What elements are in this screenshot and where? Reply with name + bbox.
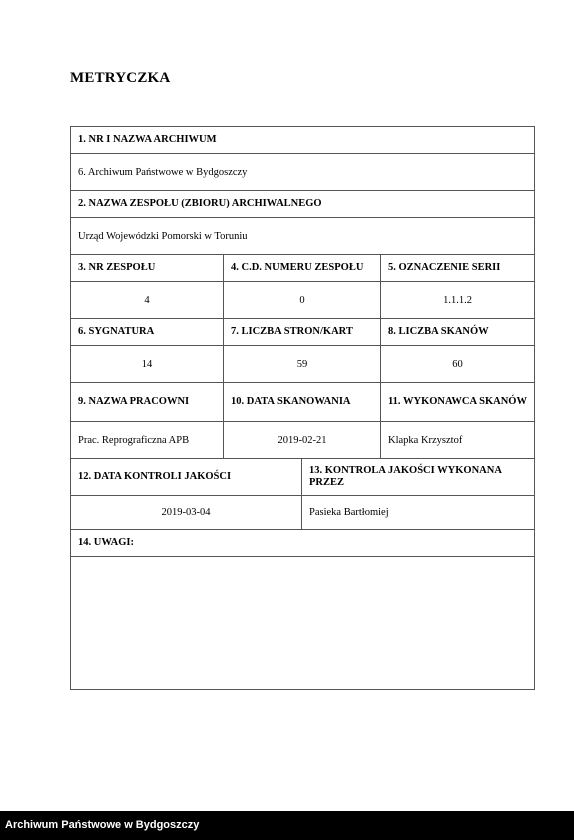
- workshop-header: 9. NAZWA PRACOWNI: [71, 383, 224, 422]
- fonds-name-header: 2. NAZWA ZESPOŁU (ZBIORU) ARCHIWALNEGO: [71, 191, 535, 218]
- fonds-number-cd-value: 0: [224, 282, 381, 319]
- scan-count-header: 8. LICZBA SKANÓW: [381, 319, 535, 346]
- footer-archive-name: Archiwum Państwowe w Bydgoszczy: [0, 811, 574, 840]
- signature-value: 14: [71, 346, 224, 383]
- metadata-table: [70, 126, 535, 690]
- scan-date-value: 2019-02-21: [224, 422, 381, 459]
- qc-date-header: 12. DATA KONTROLI JAKOŚCI: [71, 459, 302, 496]
- page-count-value: 59: [224, 346, 381, 383]
- workshop-value: Prac. Reprograficzna APB: [71, 422, 224, 459]
- scan-operator-value: Klapka Krzysztof: [381, 422, 535, 459]
- scan-operator-header: 11. WYKONAWCA SKANÓW: [381, 383, 535, 422]
- page-title: METRYCZKA: [70, 70, 171, 86]
- series-header: 5. OZNACZENIE SERII: [381, 255, 535, 282]
- fonds-name-value: Urząd Wojewódzki Pomorski w Toruniu: [71, 218, 535, 255]
- scan-date-header: 10. DATA SKANOWANIA: [224, 383, 381, 422]
- archive-value: 6. Archiwum Państwowe w Bydgoszczy: [71, 154, 535, 191]
- notes-value: [71, 557, 535, 690]
- series-value: 1.1.1.2: [381, 282, 535, 319]
- qc-by-header: 13. KONTROLA JAKOŚCI WYKONANA PRZEZ: [302, 459, 535, 496]
- notes-header: 14. UWAGI:: [71, 530, 535, 557]
- qc-by-value: Pasieka Bartłomiej: [302, 496, 535, 530]
- scan-count-value: 60: [381, 346, 535, 383]
- signature-header: 6. SYGNATURA: [71, 319, 224, 346]
- fonds-number-value: 4: [71, 282, 224, 319]
- fonds-number-header: 3. NR ZESPOŁU: [71, 255, 224, 282]
- qc-date-value: 2019-03-04: [71, 496, 302, 530]
- fonds-number-cd-header: 4. C.D. NUMERU ZESPOŁU: [224, 255, 381, 282]
- archive-header: 1. NR I NAZWA ARCHIWUM: [71, 127, 535, 154]
- page-count-header: 7. LICZBA STRON/KART: [224, 319, 381, 346]
